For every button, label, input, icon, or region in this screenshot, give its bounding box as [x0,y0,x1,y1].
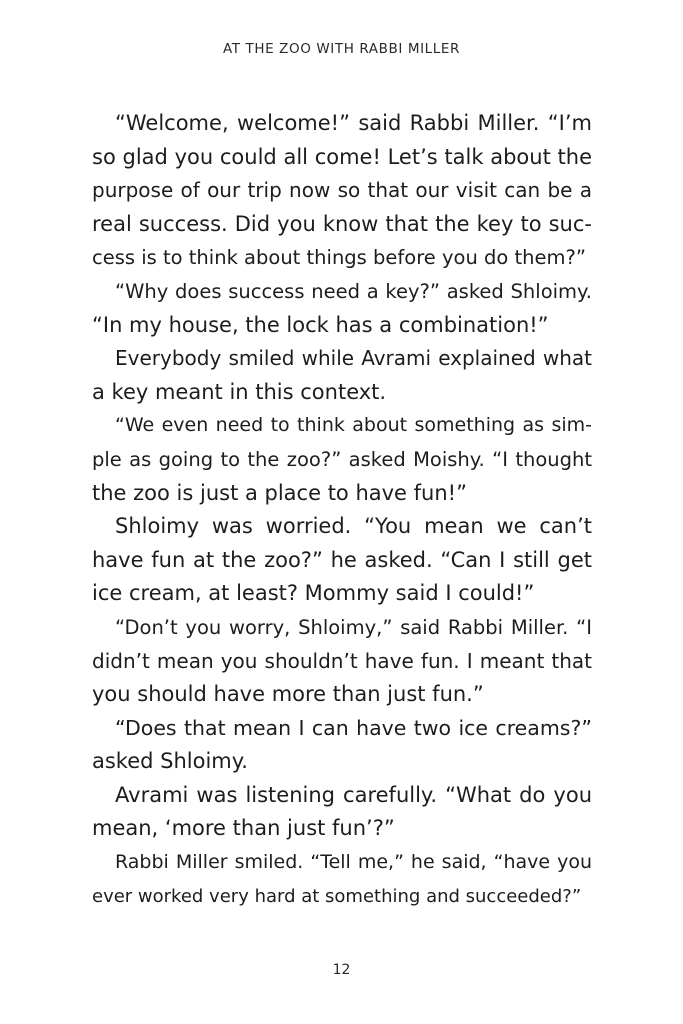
body-text [92,107,592,913]
running-head: AT THE ZOO WITH RABBI MILLER [223,41,460,57]
text-line: Everybody smiled while Avrami explained what [115,346,592,371]
text-line: a key meant in this context. [92,379,387,404]
text-line: “We even need to think about something as sim- [115,414,592,437]
text-line: the zoo is just a place to have fun!” [92,480,467,505]
text-line: Rabbi Miller smiled. “Tell me,” he said, “have you [115,851,592,874]
text-line: asked Shloimy. [92,749,248,774]
text-line: ple as going to the zoo?” asked Moishy. “I thought [92,447,592,471]
text-line: have fun at the zoo?” he asked. “Can I still get [92,547,592,572]
text-line: so glad you could all come! Let’s talk about the [92,144,592,169]
text-line: Shloimy was worried. “You mean we can’t [115,514,592,539]
text-line: purpose of our trip now so that our visit can be a [92,178,592,203]
text-line: real success. Did you know that the key to suc- [92,211,592,236]
text-line: mean, ‘more than just fun’?” [92,816,395,841]
text-line: ice cream, at least? Mommy said I could!” [92,581,535,606]
text-line: cess is to think about things before you do them?” [92,246,586,270]
text-line: “Why does success need a key?” asked Shloimy. [115,279,592,303]
text-line: didn’t mean you shouldn’t have fun. I meant that [92,648,592,673]
text-line: “In my house, the lock has a combination!” [92,312,549,337]
text-line: you should have more than just fun.” [92,682,484,707]
text-line: “Don’t you worry, Shloimy,” said Rabbi Miller. “I [115,615,592,639]
text-line: “Welcome, welcome!” said Rabbi Miller. “I’m [115,111,592,135]
text-line: ever worked very hard at something and succeeded?” [92,885,582,907]
page-number: 12 [332,962,351,978]
text-line: Avrami was listening carefully. “What do you [115,782,592,807]
text-line: “Does that mean I can have two ice creams?” [115,715,592,740]
